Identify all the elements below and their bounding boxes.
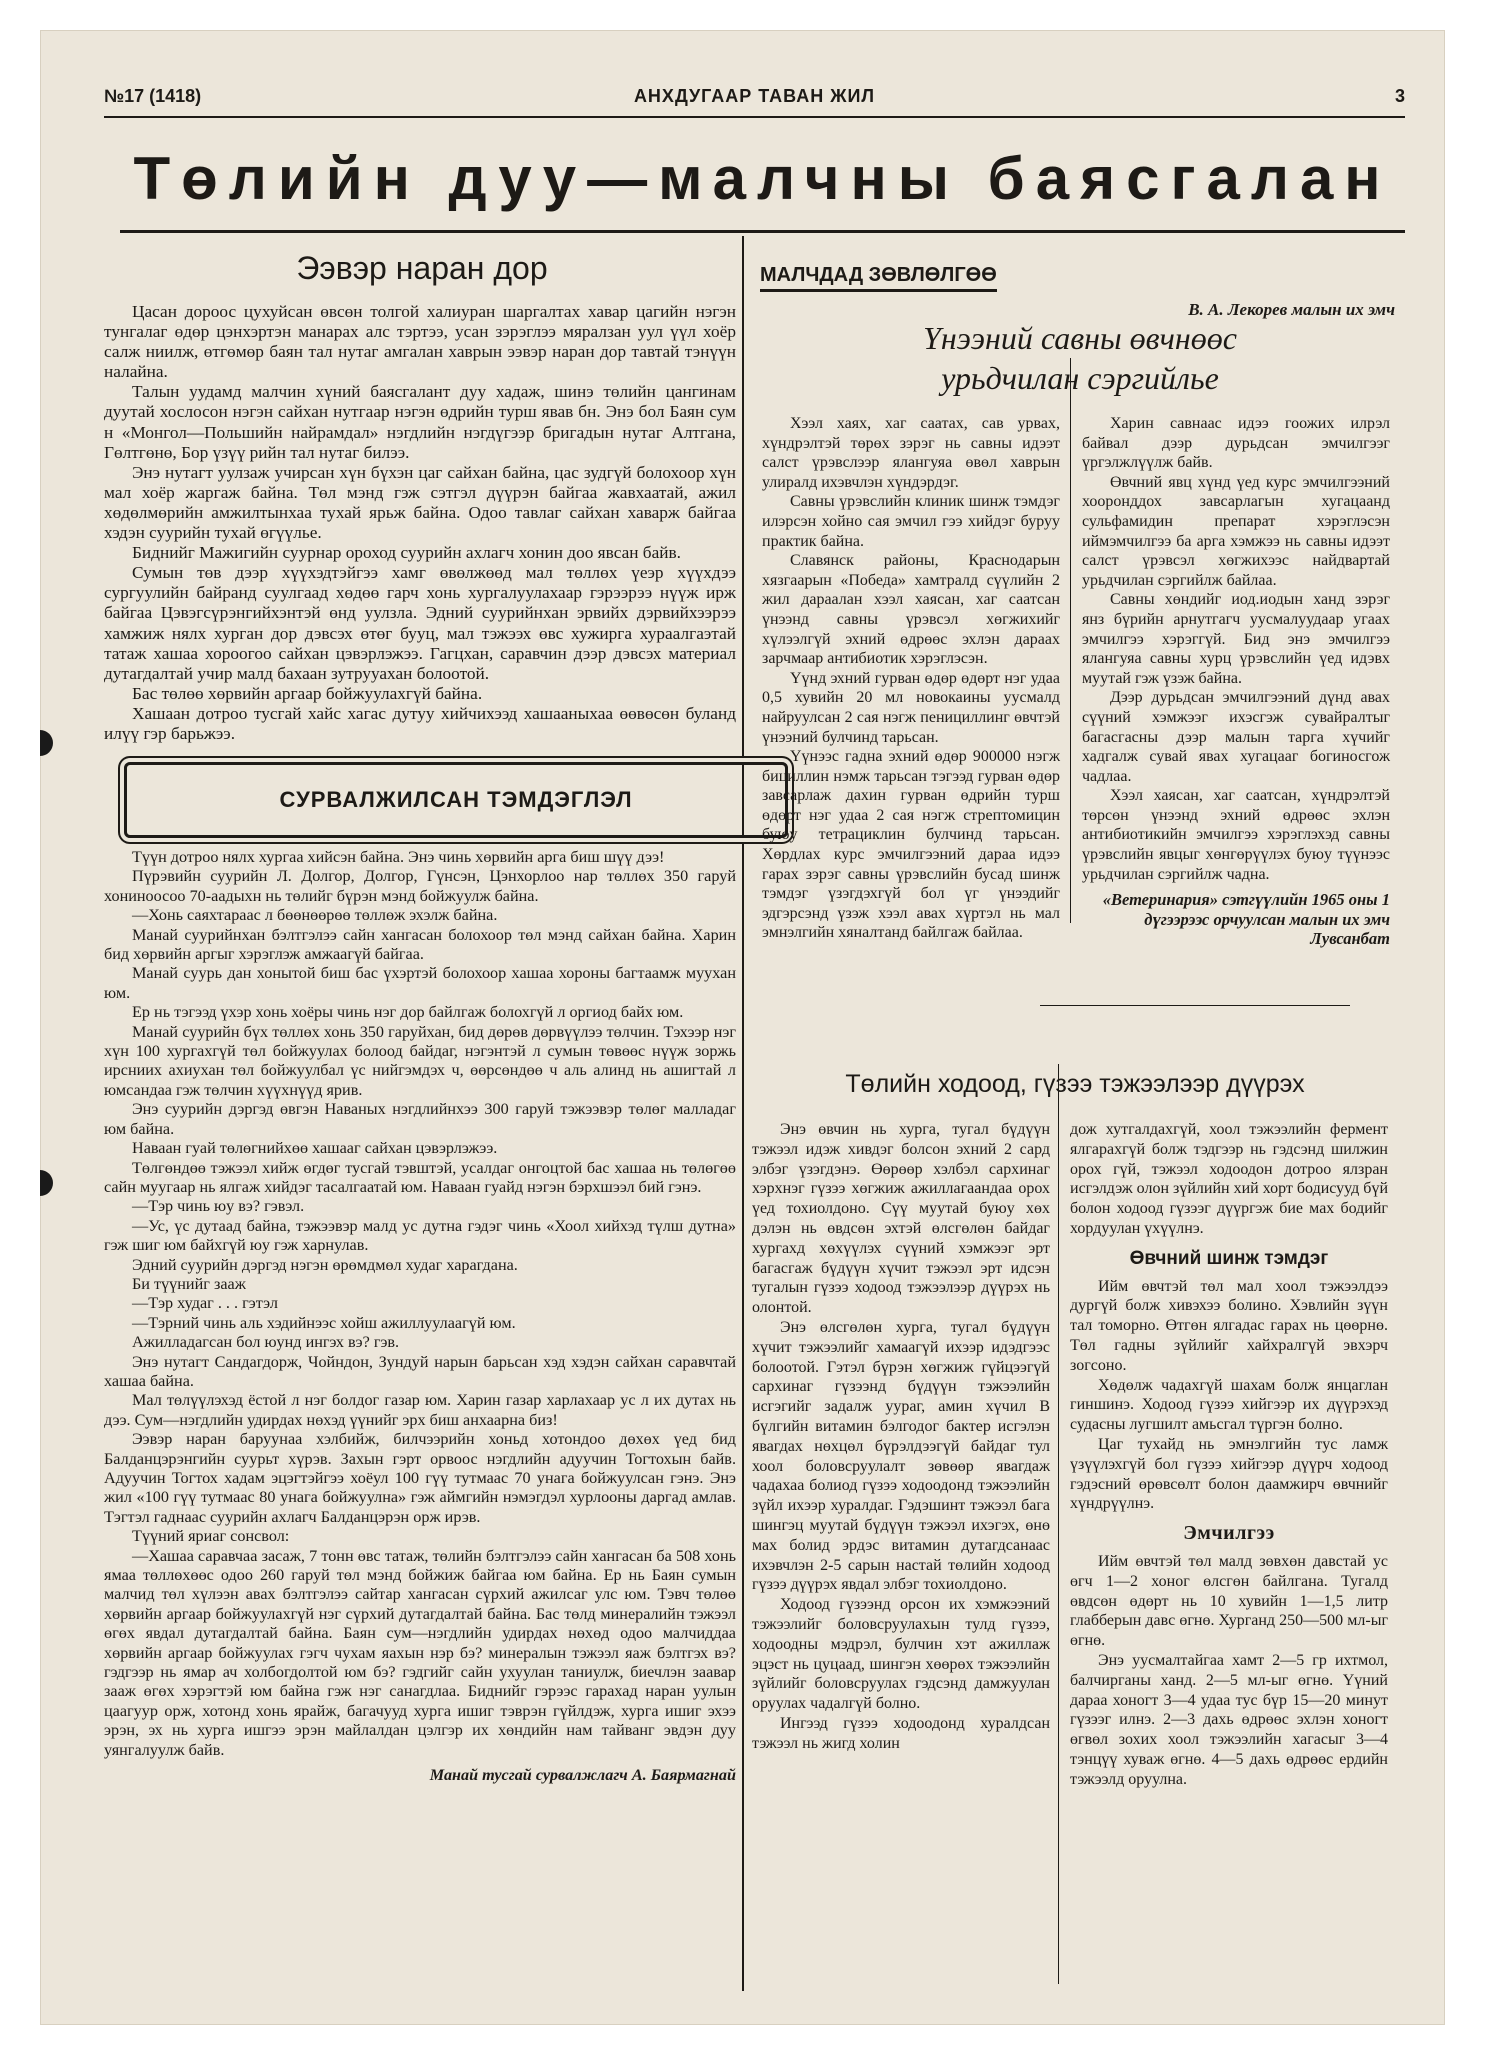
paragraph: Түүн дотроо нялх хургаа хийсэн байна. Энэ чинь хөрвийн арга биш шүү дээ! — [132, 848, 665, 866]
paragraph: Энэ нутагт Сандагдорж, Чойндон, Зундуй нарын барьсан хэд хэдэн сайхан саравчтай хашаа байна. — [104, 1352, 736, 1390]
paragraph: —Тэрний чинь аль хэдийнээс хойш ажиллуулаагүй юм. — [132, 1313, 516, 1332]
paragraph: —Хашаа саравчаа засаж, 7 тонн өвс татаж, төлийн бэлтгэлээ сайн хангасан ба 508 хонь ямаа төллөхөөс одоо 260 гаруй төл мэнд бойжиж байгаа юм байна. Ер нь Баян сумын малчид төл хүлээн авах бэлтгэлээ сайтар хангасан сүрхий ажилсаг улс юм. Тэвч төлөө хөрвийн аргаар бойжуулахгүй нэг сүрхий дутагдалтай байна. Бас төлд минералийн тэжээл өгөх явдал дутагдалтай байна. Баян сум—нэгдлийн удирдах нөхөд одоо малчиддаа хөрвийн аргаар бойжуулах гэгч чухам яахын нэр бэ? минералын тэжээл яаж бэлтгэх вэ? гэдгээр нь ямар ач холбогдолтой юм бэ? гэдгийг сайн ухуулан таниулж, биечлэн заавар зааж өгөх хэрэгтэй юм байна гэж нэг санагдлаа. Биднийг гэрээс гарахад наран уулын цаагуур орж, хотонд хонь ярайж, багачууд хурга ишиг тэврэн гүйлдэж, хурга ишиг эхээ эрэн, эх нь хурга ишгээ эрэн майлалдан цэлгэр их хөндийн нам тайванг эвдэн дуу уянгалуулж байв. — [104, 1546, 736, 1759]
section-frame — [124, 762, 788, 838]
paragraph: Хээл хаях, хаг саатах, сав урвах, хүндрэлтэй төрөх зэрэг нь савны идээт салст үрэвслээр ялангуяа өвөл хаврын улиралд ихэвчлэн хүндэрдэг. — [762, 415, 1060, 491]
paragraph: Ээвэр наран баруунаа хэлбийж, билчээрийн хоньд хотондоо дөхөх үед бид Балданцэрэнгийн суурьт хүрэв. Захын гэрт орвоос нэгдлийн адуучин Тогтохын байв. Адуучин Тогтох хадам эцэгтэйгээ хоёул 100 гүү тутмаас 70 унага бойжуулсан гэнэ. Энэ жил «100 гүү тутмаас 80 унага бойжуулна» гэж аймгийн нэмэгдэл хурлооны даргад амлав. Тэгтэл гаднаас суурийн ахлагч Балданцэрэн орж ирэв. — [104, 1430, 736, 1526]
punch-hole — [40, 730, 53, 756]
header-title: АНХДУГААР ТАВАН ЖИЛ — [633, 86, 876, 106]
paragraph: Энэ суурийн дэргэд өвгэн Наваных нэгдлийнхээ 300 гаруй тэжээвэр төлөг малладаг юм байна. — [104, 1100, 736, 1138]
column-divider — [1058, 1064, 1059, 1984]
paragraph: Савны үрэвслийн клиник шинж тэмдэг илэрсэн хойно сая эмчил гээ хийдэг буруу практик байна. — [762, 493, 1060, 550]
paragraph: Цаг тухайд нь эмнэлгийн тус ламж үзүүлэхгүй бол гүзээ хийгээр дүүрч ходоод гэдэсний өрөвсөлт болон даамжирч өвчнийг хүндрүүлнэ. — [1070, 1435, 1388, 1513]
paragraph: Ингээд гүзээ ходоодонд хуралдсан тэжээл нь жигд холин — [752, 1714, 1050, 1752]
header-rule — [104, 116, 1405, 118]
paragraph: Савны хөндийг иод.иодын ханд зэрэг янз бүрийн арнутгагч уусмалуудаар угаах эмчилгээ хэрэггүй. Бид энэ эмчилгээ ялангуяа савны хурц үрэвслийн үед идэвх муутай гэж үзэж байна. — [1082, 591, 1390, 687]
paragraph: Мал төлүүлэхэд ёстой л нэг болдог газар юм. Харин газар харлахаар ус л их дутах нь дээ. Сум—нэгдлийн удирдах нөхэд үүнийг эрх биш анхаарна биз! — [104, 1391, 736, 1429]
paragraph: Хээл хаясан, хаг саатсан, хүндрэлтэй төрсөн үнээнд эхний өдрөөс эхлэн антибиотикийн эмчилгээ хэрэглэхэд савны үрэвслийн явцыг хөнгөрүүлэх буюу түүнээс урьдчилан сэргийлж чадна. — [1082, 787, 1390, 883]
paragraph: —Ус, үс дутаад байна, тэжээвэр малд ус дутна гэдэг чинь «Хоол хийхэд түлш дутна» гэж шиг юм байхгүй юу гэж харнулав. — [104, 1216, 736, 1255]
paragraph: —Тэр худаг . . . гэтэл — [132, 1294, 278, 1313]
ulcer-body-left — [752, 1120, 1050, 1754]
paragraph: Үүнээс гадна эхний өдөр 900000 нэгж бициллин нэмж тарьсан тэгээд гурван өдөр завсарлаж дахин гурван өдрийн турш өдөрт нэг удаа 2 сая нэгж стрептомицин буюу тетрациклин булчинд тарьсан. Хөрдлах курс эмчилгээний дараа идээ гарах зэрэг савны үрэвслийн бусад шинж тэмдэг үзэгдэхгүй бол үг үнээдийг эдгэрсэнд үзэж хээл авах хүртэл нь мал эмнэлгийн хяналтанд байлгаж байлаа. — [762, 748, 1060, 942]
paragraph: Ажилладагсан бол юунд ингэх вэ? гэв. — [132, 1333, 400, 1352]
paragraph: Би түүнийг зааж — [132, 1274, 246, 1293]
article-body — [104, 302, 736, 744]
paragraph: Бас төлөө хөрвийн аргаар бойжуулахгүй байна. — [132, 683, 483, 703]
subheading: Эмчилгээ — [1183, 1522, 1275, 1545]
column-divider — [742, 236, 744, 1991]
article-title: Ээвэр наран дор — [296, 250, 548, 286]
subheading: Өвчний шинж тэмдэг — [1129, 1247, 1329, 1269]
paragraph: Энэ өлсгөлөн хурга, тугал бүдүүн хүчит тэжээлийг хамаагүй ихээр идэдгээс болоотой. Гэтэл бүрэн хөгжиж гүйцээгүй сархинаг гүзээнд бүдүүн тэжээлийн исгэгийг задалж уураг, амин хүчил В бүлгийн витамин бэлгодог бактер исгэлэн явагдах нөхцөл бүрэлдээгүй байдаг тул хоол боловсруулалт зөвөөр явагдаж чадахаа болиод гүзээ ходоодонд тэжээлийн зүйл ихээр хуралдаг. Гэдэшинт тэжээл бага шингэц муутай бүдүүн тэжээл ихэгэх, өнө мах болид эрдэс витамин дутагдсанаас ихэвчлэн 2-5 сарын настай төлийн ходоод гүзээ дүүрэх явдал элбэг тохиолдоно. — [752, 1318, 1050, 1594]
advice-title — [760, 318, 1400, 398]
byline: Манай тусгай сурвалжлагч А. Баярмагнай — [429, 1766, 736, 1785]
paragraph: Манай суурийн бүх төллөх хонь 350 гаруйхан, бид дөрөв дөрвүүлээ төлчин. Тэхээр нэг хүн 100 хургахгүй төл бойжуулах болоод байдаг, нэгэнтэй л сумын төвөөс нүүж зоржь ирсниих ахиухан төл бойжуулбал үс нийгэмдэх ч, өөрсөндөө ч аль алинд нь ашигтай л юмсандаа гэж төлчин хүүхнүүд ярив. — [104, 1022, 736, 1099]
paragraph: Биднийг Мажигийн суурнар ороход суурийн ахлагч хонин доо явсан байв. — [132, 543, 681, 563]
page-header — [104, 86, 1405, 114]
section-rule — [1040, 1005, 1350, 1006]
advice-body-right — [1082, 414, 1390, 949]
paragraph: Ийм өвчтэй төл малд зөвхөн давстай ус өгч 1—2 хоног өлсгөн байлгана. Тугалд өвдсөн өдөрт нь 10 хувийн 1—1,5 литр глабберын давс өгнө. Хурганд 250—500 мл-ыг өгнө. — [1070, 1552, 1388, 1650]
paragraph: Наваан гуай төлөгнийхөө хашааг сайхан цэвэрлэжээ. — [132, 1139, 498, 1158]
paragraph: Түүний яриаг сонсвол: — [132, 1527, 290, 1546]
paragraph: Хөдөлж чадахгүй шахам болж янцаглан гиншинэ. Ходоод гүзээ хийгээр их дүүрэхэд судасны лугшилт амьсгал түргэн болно. — [1070, 1376, 1388, 1434]
paragraph: Дээр дурьдсан эмчилгээний дүнд авах сүүний хэмжээг ихэсгэж сувайралтыг багасгасны дээр малын тарга хүчийг хадгалж сувай явах хугацааг богиносгож чадлаа. — [1082, 689, 1390, 785]
paragraph: Энэ өвчин нь хурга, тугал бүдүүн тэжээл идэж хивдэг болсон эхний 2 сард элбэг үзэгдэнэ. Өөрөөр хэлбэл сархинаг хэрхнэг гүзээ хөгжиж ажиллагаандаа орох үед тохиолдоно. Сүү муутай буюу хөх дэлэн нь өвдсөн эхтэй өлсгөлөн байдаг хургахд хөхүүлэх сүүний хэмжээг эрт багасгаж бүдүүн хүчит тэжээл эрт идсэн тугалын гүзээ ходоод тэжээлээр дүүрэх нь олонтой. — [752, 1121, 1050, 1317]
newspaper-page — [40, 30, 1445, 2025]
ulcer-body-right — [1070, 1120, 1388, 1790]
article-title: Төлийн ходоод, гүзээ тэжээлээр дүүрэх — [845, 1070, 1305, 1098]
rubric: МАЛЧДАД ЗӨВЛӨЛГӨӨ — [760, 264, 997, 292]
banner-rule — [120, 230, 1405, 233]
source-note: «Ветеринария» сэтгүүлийн 1965 оны 1 дүгээрээс орчуулсан малын их эмч Лувсанбат — [1102, 890, 1390, 949]
column-divider — [1070, 358, 1071, 923]
paragraph: Ходоод гүзээнд орсон их хэмжээний тэжээлийг боловсруулахын тулд гүзээ, ходоодны мэдрэл, булчин хэт ажиллаж эцэст нь цуцаад, шингэн хөөрөх тэжээлийн зүйлийг боловсруулах гэдсэнд дамжуулан оруулах чадалгүй болно. — [752, 1596, 1050, 1713]
page-number: 3 — [1394, 86, 1405, 106]
paragraph: Эдний суурийн дэргэд нэгэн өрөмдмөл худаг харагдана. — [132, 1255, 518, 1274]
paragraph: Талын уудамд малчин хүний баясгалант дуу хадаж, шинэ төлийн цангинам дуутай хослосон нэгэн сайхан нутгаар нэгэн өдрийн турш явав бн. Энэ бол Баян сум н «Монгол—Польшийн найрамдал» нэгдлийн нэгдүгээр бригадын нутаг Алтгана, Гөлтгөнө, Бор үзүү рийн тал нутаг билээ. — [104, 382, 736, 462]
paragraph: Цасан дороос цухуйсан өвсөн толгой халиуран шаргалтах хавар цагийн нэгэн тунгалаг өдөр цэнхэртэн манарах алс тэртээ, усан зэрэглээ мяралзан уул үүл хоёр салж ниилж, өтгөмөр баян тал нутаг амгалан хаврын ээвэр наран дор тавтай тэнүүн налайна. — [104, 302, 736, 382]
advice-title-line: урьдчилан сэргийлье — [941, 360, 1219, 396]
page-banner: Төлийн дуу—малчны баясгалан — [133, 145, 1392, 212]
paragraph: Харин савнаас идээ гоожих илрэл байвал дээр дурьдсан эмчилгээг үргэлжлүүлж байв. — [1082, 415, 1390, 472]
paragraph: Энэ уусмалтайгаа хамт 2—5 гр ихтмол, балчирганы ханд. 2—5 мл-ыг өгнө. Үүний дараа хоногт 3—4 удаа тус бүр 15—20 минут гүзээг илнэ. 2—3 дахь өдрөөс эхлэн хоногт өгвөл зохих хоол тэжээлийн хагасыг 3—4 тэнцүү хуваж өгнө. 4—5 дахь өдрөөс ердийн тэжээлд оруулна. — [1070, 1651, 1388, 1788]
paragraph: Пүрэвийн суурийн Л. Долгор, Долгор, Гүнсэн, Цэнхорлоо нар төллөх 350 гаруй хониноосоо 70-аадыхн нь төлийг бүрэн мэнд бойжуулж байна. — [104, 867, 736, 905]
paragraph: —Хонь саяхтараас л бөөнөөрөө төллөж эхэлж байна. — [132, 906, 498, 925]
punch-hole — [40, 1170, 53, 1196]
issue-number: №17 (1418) — [104, 86, 202, 106]
report-body — [104, 848, 736, 1786]
paragraph: Хашаан дотроо тусгай хайс хагас дутуу хийчихээд хашааныхаа өөвөсөн буланд илүү гэр барьжээ. — [104, 703, 736, 743]
advice-body-left — [762, 414, 1060, 943]
paragraph: дож хутгалдахгүй, хоол тэжээлийн фермент ялгарахгүй болж тэдгээр нь гэдсэнд шилжин орох гүй, тэжээл ходоодон дотроо ялзран исгэлдэж олон зүйлийн хий хорт бодисууд бүй болон ходоод гүзээг дүүргэж бие мах бодийг хордуулан үхүүлнэ. — [1070, 1121, 1388, 1237]
paragraph: Өвчний явц хүнд үед курс эмчилгээний хооронддох завсарлагын хугацаанд сульфамидин препарат хэрэглэсэн иймэмчилгээ ба арга хэмжээ нь савны идээт салст үрэвсэл хөгжихээс найдвартай урьдчилан сэргийлж байлаа. — [1082, 473, 1390, 589]
advice-title-line: Үнээний савны өвчнөөс — [923, 320, 1237, 356]
paragraph: Сумын төв дээр хүүхэдтэйгээ хамг өвөлжөөд мал төллөх үеэр хүүхдээ сургуулийн байранд суулгаад хөдөө гарч хонь хургалуулахаар гэрээрээ нүүж ирж байгаа Цэвэгсүрэнгийхэнтэй өнд уулзла. Эдний суурийнхан эрвийх дэрвийхээрээ хамжиж нялх хурган дор дэвсэх өтөг бууц, мал тэжээх өвс хужирга хураалгаэтай татаж хашаа хороогоо сайхан цэвэрлэжээ. Гагцхан, саравчин дээр дэвсэх материал дутагдалтай учир малд бахаан зутрууахан болоотой. — [104, 563, 736, 683]
section-title: СУРВАЛЖИЛСАН ТЭМДЭГЛЭЛ — [279, 787, 633, 812]
paragraph: —Тэр чинь юу вэ? гэвэл. — [132, 1197, 305, 1216]
author-line: В. А. Лекорев малын их эмч — [1188, 300, 1395, 319]
paragraph: Ер нь тэгээд үхэр хонь хоёры чинь нэг дор байлгаж болохгүй л оргиод байх юм. — [132, 1003, 684, 1022]
paragraph: Славянск районы, Краснодарын хязгаарын «Победа» хамтралд сүүлийн 2 жил дараалан хээл хаясан, хаг саатсан үнээнд савны үрэвсэл хөгжихийг хүлээлгүй эхний өдрөөс эхлэн дараах зарчмаар антибиотик хэрэглэсэн. — [762, 552, 1060, 668]
paragraph: Төлгөндөө тэжээл хийж өгдөг тусгай тэвштэй, усалдаг онгоцтой бас хашаа нь төлөгөө сайн муугаар нь ялгаж хийдэг тасалгаатай юм. Наваан гуайд нэгэн бэрхшээл бий гэнэ. — [104, 1158, 736, 1196]
paragraph: Ийм өвчтэй төл мал хоол тэжээлдээ дургүй болж хивэхээ болино. Хэвлийн зүүн тал томорно. Өтгөн ялгадас гарах нь цөөрнө. Төл гадны зүйлийг хайхралгүй эвхэрч зогсоно. — [1070, 1277, 1388, 1374]
paragraph: Үүнд эхний гурван өдөр өдөрт нэг удаа 0,5 хувийн 20 мл новокаины уусмалд найруулсан 2 сая нэгж пенициллинг өвчтэй үнээний булчинд тарьсан. — [762, 669, 1060, 746]
paragraph: Энэ нутагт уулзаж учирсан хүн бүхэн цаг сайхан байна, цас зудгүй болохоор хүн мал хоёр жаргаж байна. Төл мэнд гэж сэтгэл дүүрэн байгаа жавхаатай, ажил хөдөлмөрийн амжилтынхаа тухай ярьж байна. Одоо тавлаг сайхан хаварж байгаа хэдэн суурийн тухай өгүүлье. — [104, 462, 736, 543]
paragraph: Манай суурь дан хонытой биш бас үхэртэй болохоор хашаа хороны багтаамж муухан юм. — [104, 964, 736, 1002]
paragraph: Манай суурийнхан бэлтгэлээ сайн хангасан болохоор төл мэнд сайхан байна. Харин бид хөрвийн аргыг хэрэглэж амжаагүй байгаа. — [104, 925, 736, 964]
